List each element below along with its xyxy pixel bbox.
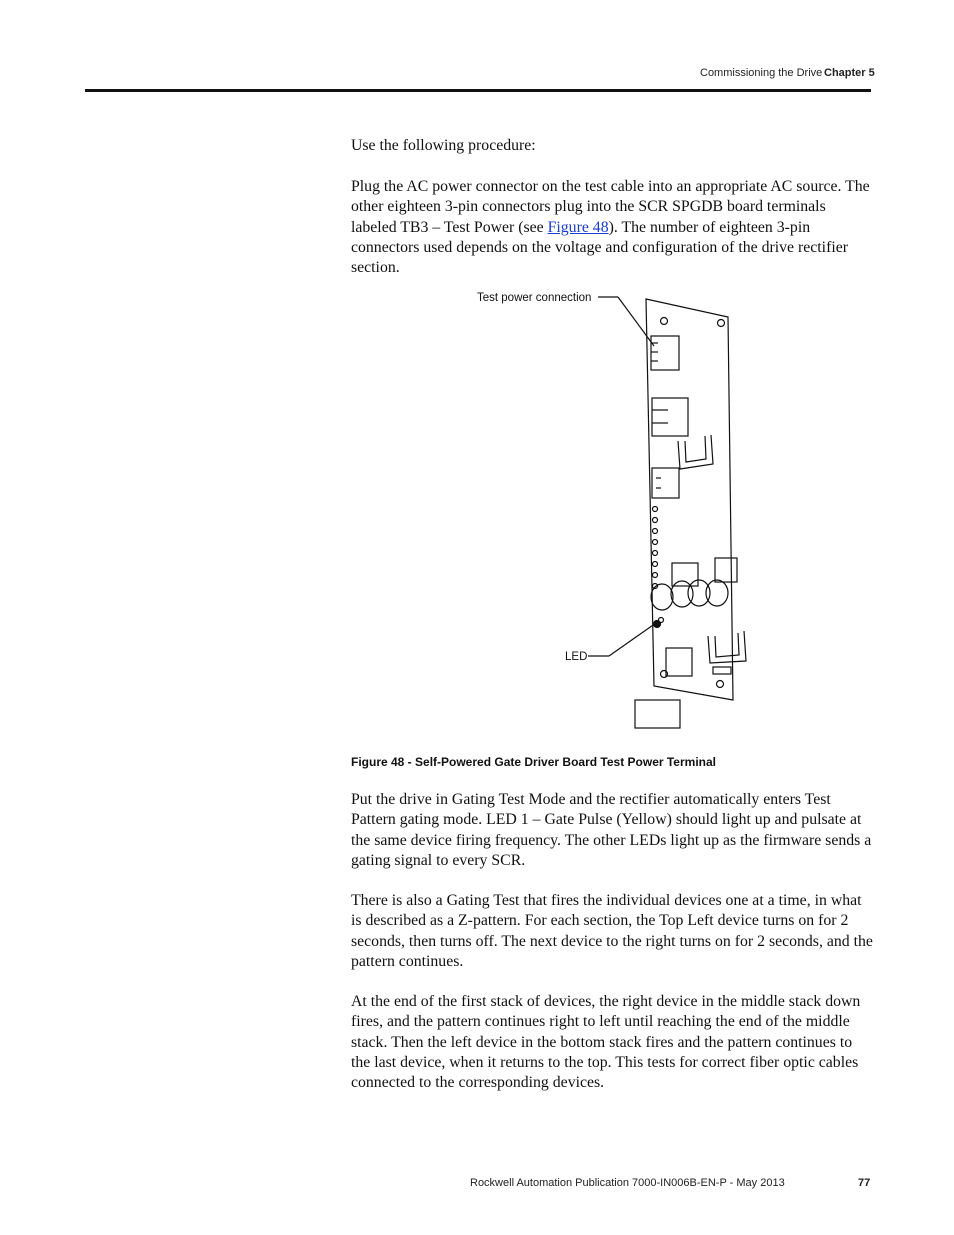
small-connector bbox=[652, 468, 679, 498]
led-column bbox=[653, 507, 658, 589]
circuit-board-outline bbox=[646, 299, 733, 700]
mounting-hole bbox=[718, 320, 725, 327]
running-header-chapter: Chapter 5 bbox=[824, 67, 875, 79]
test-power-leader-line bbox=[618, 297, 654, 346]
u-bracket bbox=[678, 435, 713, 469]
figure-48-link[interactable]: Figure 48 bbox=[547, 218, 609, 236]
procedure-text-start: Plug the AC power connector on the test cable into an appropriate AC source. The other eighteen 3-pin connectors plug into the SCR SPGDB board terminals labeled TB3 – Test Power (see bbox=[351, 178, 870, 236]
procedure-text-end: ). The number of eighteen 3-pin connectors used depends on the voltage and configuration of the drive rectifier section. bbox=[351, 218, 848, 277]
stack-sequence-paragraph: At the end of the first stack of devices, the right device in the middle stack down fires, and the pattern continues right to left until reaching the end of the middle stack. Then the left device in the bottom stack fires and the pattern continues to the last device, when it returns to the top. This tests for correct fiber optic cables connected to the corresponding devices. bbox=[351, 993, 861, 1092]
page-number: 77 bbox=[858, 1177, 871, 1189]
mounting-hole bbox=[717, 681, 724, 688]
mounting-hole bbox=[661, 318, 668, 325]
connector-block bbox=[652, 398, 688, 436]
lower-connector bbox=[666, 648, 692, 676]
gating-test-mode-paragraph: Put the drive in Gating Test Mode and the rectifier automatically enters Test Pattern gating mode. LED 1 – Gate Pulse (Yellow) should light up and pulsate at the same device firing frequency. The other LEDs light up as the firmware sends a gating signal to every SCR. bbox=[351, 791, 872, 869]
procedure-paragraph bbox=[351, 177, 873, 278]
footer-publication: Rockwell Automation Publication 7000-IN006B-EN-P - May 2013 bbox=[470, 1177, 785, 1189]
capacitor bbox=[688, 580, 710, 606]
header-rule bbox=[85, 89, 871, 92]
capacitor bbox=[651, 584, 673, 610]
small-component bbox=[713, 667, 731, 674]
tb3-test-power-connector bbox=[651, 336, 679, 370]
spgdb-board-drawing bbox=[470, 286, 770, 736]
capacitor bbox=[706, 580, 728, 606]
led-callout: LED bbox=[565, 651, 588, 663]
u-bracket bbox=[708, 631, 746, 663]
led-leader-line bbox=[609, 623, 656, 656]
relay-component bbox=[715, 558, 737, 582]
figure-caption: Figure 48 - Self-Powered Gate Driver Board Test Power Terminal bbox=[351, 755, 716, 769]
board-tab bbox=[635, 700, 680, 728]
z-pattern-paragraph: There is also a Gating Test that fires the individual devices one at a time, in what is described as a Z-pattern. For each section, the Top Left device turns on for 2 seconds, then turns off. The next device to the right turns on for 2 seconds, and the pattern continues. bbox=[351, 892, 873, 970]
running-header-section: Commissioning the Drive bbox=[700, 67, 823, 79]
intro-paragraph: Use the following procedure: bbox=[351, 137, 536, 154]
test-power-callout: Test power connection bbox=[477, 292, 592, 304]
spgdb-board-figure bbox=[470, 286, 770, 736]
